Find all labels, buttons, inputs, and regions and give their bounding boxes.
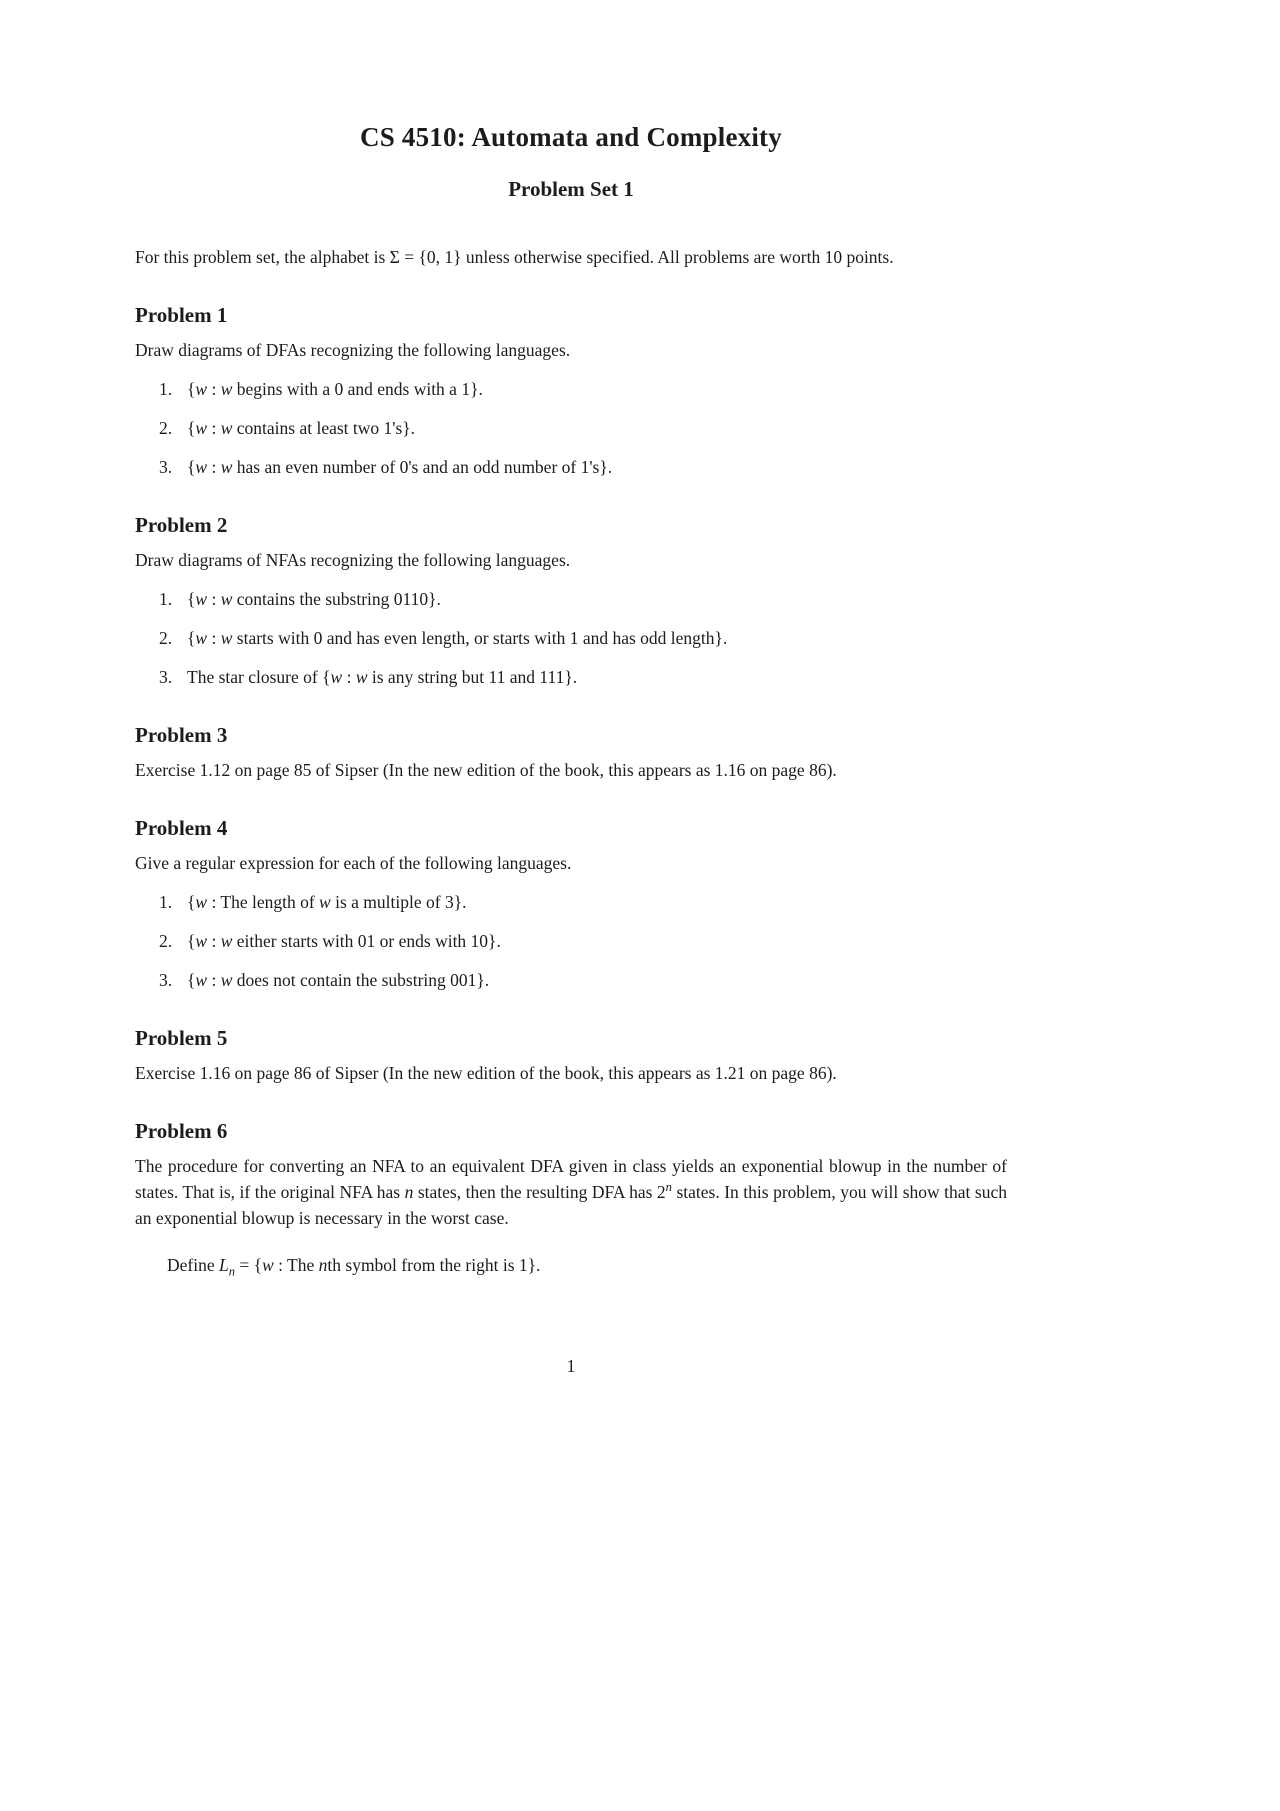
problem-3 bbox=[135, 723, 1007, 783]
text-segment: is a multiple of 3}. bbox=[330, 892, 467, 912]
item-text bbox=[187, 664, 1007, 690]
text-segment: w bbox=[195, 628, 208, 648]
text-segment: : bbox=[207, 379, 221, 399]
text-segment: states. In this problem, you will show that such an exponential blowup is necessary in the worst case. bbox=[135, 1182, 1007, 1228]
problem-2-heading: Problem 2 bbox=[135, 513, 228, 537]
text-segment: w bbox=[220, 589, 233, 609]
item-text bbox=[187, 415, 1007, 441]
text-segment: either starts with 01 or ends with 10}. bbox=[232, 931, 501, 951]
text-segment: w bbox=[220, 418, 233, 438]
item-number: 2. bbox=[159, 418, 173, 438]
text-segment: { bbox=[187, 589, 196, 609]
text-segment: { bbox=[187, 379, 196, 399]
text-segment: n bbox=[404, 1182, 414, 1202]
text-segment: w bbox=[319, 892, 331, 912]
item-number: 3. bbox=[159, 970, 173, 990]
list-item bbox=[159, 967, 1007, 993]
text-segment: Define bbox=[167, 1255, 219, 1275]
text-segment: { bbox=[187, 931, 196, 951]
text-segment: The star closure of { bbox=[187, 667, 331, 687]
text-segment: w bbox=[195, 970, 208, 990]
problem-6-heading: Problem 6 bbox=[135, 1119, 228, 1143]
text-segment: : The bbox=[273, 1255, 319, 1275]
item-number: 3. bbox=[159, 667, 173, 687]
problem-4 bbox=[135, 816, 1007, 993]
list-item bbox=[159, 889, 1007, 915]
item-number: 3. bbox=[159, 457, 173, 477]
text-segment: Exercise 1.16 on page 86 of Sipser (In the new edition of the book, this appears as 1.21 on page 86). bbox=[135, 1063, 837, 1083]
text-segment: w bbox=[220, 970, 233, 990]
list-item bbox=[159, 376, 1007, 402]
text-segment: Draw diagrams of DFAs recognizing the following languages. bbox=[135, 340, 571, 360]
text-segment: w bbox=[195, 931, 208, 951]
text-segment: : bbox=[342, 667, 356, 687]
text-segment: th symbol from the right is 1}. bbox=[327, 1255, 541, 1275]
item-number: 2. bbox=[159, 931, 173, 951]
list-item bbox=[159, 928, 1007, 954]
page-number: 1 bbox=[566, 1356, 576, 1376]
text-segment: is any string but 11 and 111}. bbox=[367, 667, 578, 687]
item-text bbox=[187, 928, 1007, 954]
document-subtitle: Problem Set 1 bbox=[508, 177, 634, 201]
text-segment: { bbox=[187, 457, 196, 477]
list-item bbox=[159, 586, 1007, 612]
text-segment: { bbox=[187, 628, 196, 648]
text-segment: has an even number of 0's and an odd number of 1's}. bbox=[232, 457, 613, 477]
text-segment: : bbox=[207, 931, 221, 951]
list-item bbox=[159, 625, 1007, 651]
problem-3-heading: Problem 3 bbox=[135, 723, 228, 747]
text-segment: w bbox=[195, 589, 208, 609]
problem-2-lead bbox=[135, 547, 1007, 573]
text-segment: w bbox=[220, 628, 233, 648]
item-text bbox=[187, 889, 1007, 915]
problem-1-lead bbox=[135, 337, 1007, 363]
text-segment: does not contain the substring 001}. bbox=[232, 970, 490, 990]
item-number: 1. bbox=[159, 892, 173, 912]
text-segment: = { bbox=[235, 1255, 263, 1275]
text-segment: { bbox=[187, 892, 196, 912]
text-segment: { bbox=[187, 970, 196, 990]
text-segment: n bbox=[228, 1264, 236, 1279]
problem-1-heading: Problem 1 bbox=[135, 303, 228, 327]
item-number: 2. bbox=[159, 628, 173, 648]
document-title: CS 4510: Automata and Complexity bbox=[360, 122, 782, 152]
text-segment: w bbox=[330, 667, 343, 687]
text-segment: n bbox=[665, 1180, 672, 1195]
text-segment: : The length of bbox=[207, 892, 320, 912]
list-item bbox=[159, 415, 1007, 441]
text-segment: : bbox=[207, 418, 221, 438]
item-text bbox=[187, 625, 1007, 651]
item-number: 1. bbox=[159, 379, 173, 399]
text-segment: : bbox=[207, 970, 221, 990]
text-segment: w bbox=[220, 379, 233, 399]
text-segment: w bbox=[195, 418, 208, 438]
text-segment: Exercise 1.12 on page 85 of Sipser (In the new edition of the book, this appears as 1.16 on page 86). bbox=[135, 760, 837, 780]
problem-4-lead bbox=[135, 850, 1007, 876]
problem-5 bbox=[135, 1026, 1007, 1086]
text-segment: { bbox=[187, 418, 196, 438]
text-segment: contains at least two 1's}. bbox=[232, 418, 416, 438]
item-text bbox=[187, 967, 1007, 993]
item-text bbox=[187, 586, 1007, 612]
document-content bbox=[135, 122, 1007, 1278]
text-segment: w bbox=[355, 667, 368, 687]
text-segment: Give a regular expression for each of the following languages. bbox=[135, 853, 572, 873]
text-segment: w bbox=[220, 931, 233, 951]
text-segment: w bbox=[195, 892, 208, 912]
text-segment: The procedure for converting an NFA to an equivalent DFA given in class yields an exponential blowup in the number of states. That is, if the original NFA has bbox=[135, 1156, 1007, 1202]
item-text bbox=[187, 376, 1007, 402]
intro-paragraph bbox=[135, 244, 1007, 270]
text-segment: : bbox=[207, 628, 221, 648]
text-segment: n bbox=[318, 1255, 328, 1275]
problem-2 bbox=[135, 513, 1007, 690]
text-segment: begins with a 0 and ends with a 1}. bbox=[232, 379, 483, 399]
problem-5-paragraph bbox=[135, 1060, 1007, 1086]
text-segment: L bbox=[219, 1255, 229, 1275]
text-segment: contains the substring 0110}. bbox=[232, 589, 441, 609]
problem-4-heading: Problem 4 bbox=[135, 816, 228, 840]
text-segment: : bbox=[207, 589, 221, 609]
list-item bbox=[159, 664, 1007, 690]
text-segment: w bbox=[195, 457, 208, 477]
text-segment: w bbox=[195, 379, 208, 399]
text-segment: starts with 0 and has even length, or starts with 1 and has odd length}. bbox=[232, 628, 728, 648]
text-segment: w bbox=[262, 1255, 274, 1275]
item-text bbox=[187, 454, 1007, 480]
problem-6 bbox=[135, 1119, 1007, 1278]
definition-line bbox=[135, 1252, 1007, 1278]
text-segment: Draw diagrams of NFAs recognizing the following languages. bbox=[135, 550, 571, 570]
problem-1 bbox=[135, 303, 1007, 480]
problem-6-paragraph bbox=[135, 1153, 1007, 1231]
problem-3-paragraph bbox=[135, 757, 1007, 783]
problem-5-heading: Problem 5 bbox=[135, 1026, 228, 1050]
text-segment: : bbox=[207, 457, 221, 477]
text-segment: states, then the resulting DFA has 2 bbox=[413, 1182, 666, 1202]
item-number: 1. bbox=[159, 589, 173, 609]
text-segment: For this problem set, the alphabet is Σ = {0, 1} unless otherwise specified. All problems are worth 10 points. bbox=[135, 247, 894, 267]
text-segment: w bbox=[220, 457, 233, 477]
list-item bbox=[159, 454, 1007, 480]
